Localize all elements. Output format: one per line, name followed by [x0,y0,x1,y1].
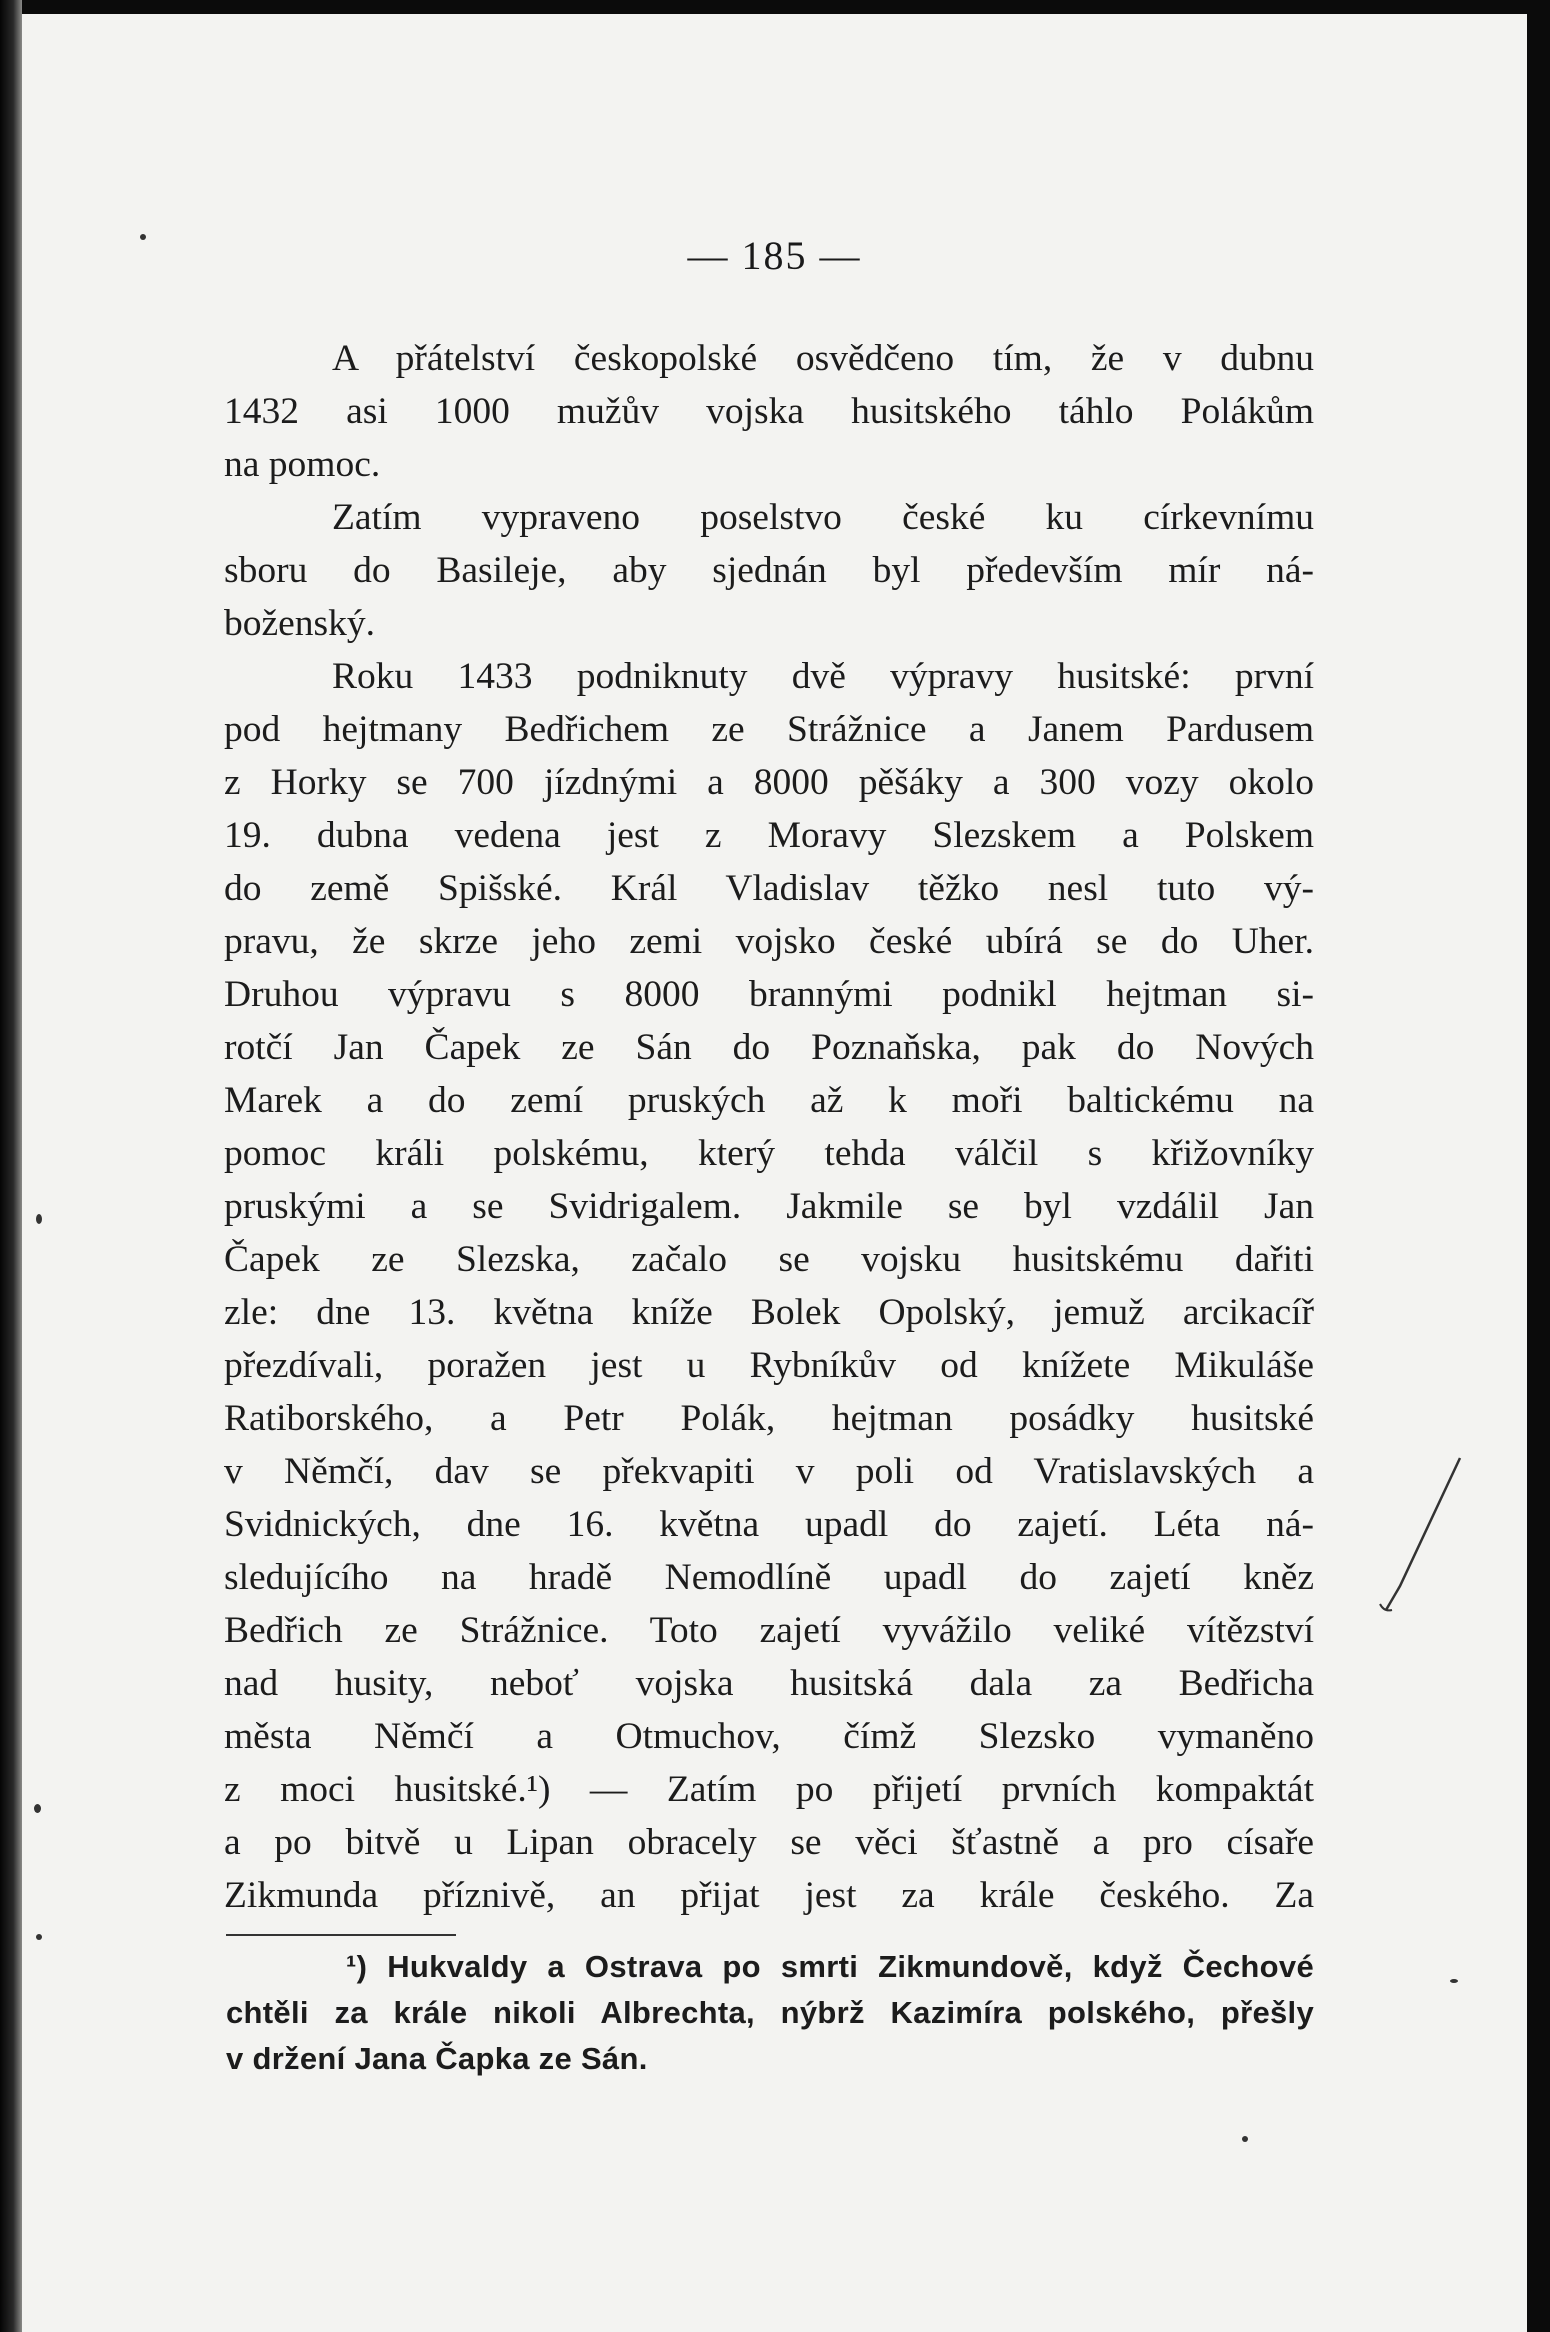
scan-top-edge [0,0,1550,14]
text-line: pravu, že skrze jeho zemi vojsko české ubírá se do Uher. [224,921,1314,962]
text-line: Čapek ze Slezska, začalo se vojsku husitskému dařiti [224,1239,1314,1280]
scan-speck [36,1214,42,1224]
text-line: Roku 1433 podniknuty dvě výpravy husitské: první [332,656,1314,697]
scan-speck [1450,1979,1458,1983]
text-line: Zatím vypraveno poselstvo české ku církevnímu [332,497,1314,538]
text-line: sledujícího na hradě Nemodlíně upadl do zajetí kněz [224,1557,1314,1598]
footnote-rule [226,1934,456,1936]
scan-speck [1242,2136,1248,2142]
text-line: pruskými a se Svidrigalem. Jakmile se byl vzdálil Jan [224,1186,1314,1227]
text-line: rotčí Jan Čapek ze Sán do Poznaňska, pak do Nových [224,1027,1314,1068]
footnote-line: v držení Jana Čapka ze Sán. [226,2041,648,2076]
text-line: do země Spišské. Král Vladislav těžko nesl tuto vý- [224,868,1314,909]
scan-speck [140,234,146,240]
text-line: pod hejtmany Bedřichem ze Strážnice a Janem Pardusem [224,709,1314,750]
text-line: A přátelství českopolské osvědčeno tím, že v dubnu [332,338,1314,379]
text-line: pomoc králi polskému, který tehda válčil s křižovníky [224,1133,1314,1174]
pencil-margin-mark [1340,1454,1470,1614]
text-line: v Němčí, dav se překvapiti v poli od Vratislavských a [224,1451,1314,1492]
body-text [224,332,1314,1922]
text-line: z moci husitské.¹) — Zatím po přijetí prvních kompaktát [224,1769,1314,1810]
footnote-line: chtěli za krále nikoli Albrechta, nýbrž Kazimíra polského, přešly [226,1995,1314,2030]
scan-right-edge [1527,0,1550,2332]
text-line: Svidnických, dne 16. května upadl do zajetí. Léta ná- [224,1504,1314,1545]
text-line: zle: dne 13. května kníže Bolek Opolský, jemuž arcikacíř [224,1292,1314,1333]
text-line: 19. dubna vedena jest z Moravy Slezskem a Polskem [224,815,1314,856]
text-line: nad husity, neboť vojska husitská dala za Bedřicha [224,1663,1314,1704]
text-line: Bedřich ze Strážnice. Toto zajetí vyvážilo veliké vítězství [224,1610,1314,1651]
text-line: boženský. [224,603,376,644]
scan-speck [36,1934,42,1940]
text-line: Marek a do zemí pruských až k moři baltickému na [224,1080,1314,1121]
footnote-line: ¹) Hukvaldy a Ostrava po smrti Zikmundově, když Čechové [346,1949,1314,1984]
scan-speck [34,1804,41,1813]
text-line: z Horky se 700 jízdnými a 8000 pěšáky a 300 vozy okolo [224,762,1314,803]
footnote [226,1944,1314,2082]
text-line: 1432 asi 1000 mužův vojska husitského táhlo Polákům [224,391,1314,432]
text-line: Zikmunda příznivě, an přijat jest za krále českého. Za [224,1875,1314,1916]
text-line: Druhou výpravu s 8000 brannými podnikl hejtman si- [224,974,1314,1015]
text-line: města Němčí a Otmuchov, čímž Slezsko vymaněno [224,1716,1314,1757]
text-line: a po bitvě u Lipan obracely se věci šťastně a pro císaře [224,1822,1314,1863]
scan-left-edge [0,0,22,2332]
text-line: Ratiborského, a Petr Polák, hejtman posádky husitské [224,1398,1314,1439]
page-number: — 185 — [687,233,862,278]
text-line: sboru do Basileje, aby sjednán byl především mír ná- [224,550,1314,591]
text-line: přezdívali, poražen jest u Rybníkův od knížete Mikuláše [224,1345,1314,1386]
book-page [22,14,1527,2332]
text-line: na pomoc. [224,444,381,485]
